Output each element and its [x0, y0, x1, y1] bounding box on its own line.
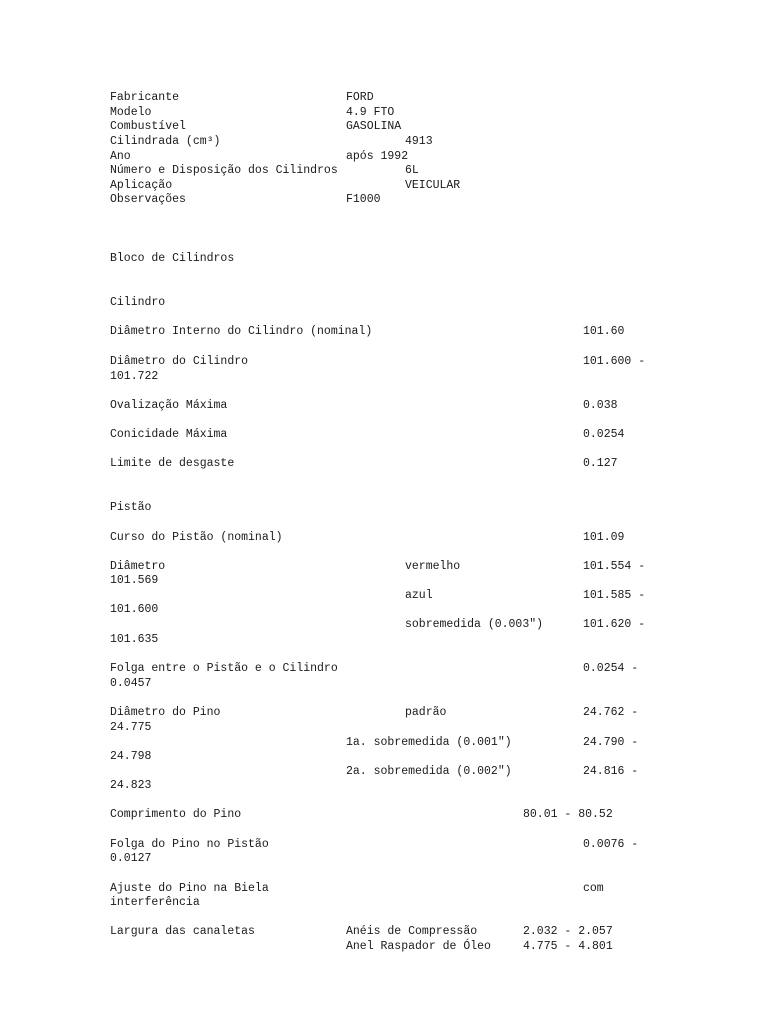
compressao-label: Anéis de Compressão — [346, 925, 478, 938]
comp-pino-label: Comprimento do Pino — [110, 808, 242, 821]
observacoes-label: Observações — [110, 193, 186, 206]
curso-value: 101.09 — [583, 531, 625, 544]
cilindrada-value: 4913 — [405, 135, 433, 148]
diam-interno-value: 101.60 — [583, 325, 625, 338]
sobre1-label: 1a. sobremedida (0.001") — [346, 736, 512, 749]
sobremedida-cont: 101.635 — [110, 633, 159, 646]
sobre2-value: 24.816 - — [583, 765, 639, 778]
ajuste-label: Ajuste do Pino na Biela — [110, 882, 269, 895]
fabricante-value: FORD — [346, 91, 374, 104]
diam-cil-value: 101.600 - — [583, 355, 646, 368]
cilindros-value: 6L — [405, 164, 419, 177]
ovalizacao-value: 0.038 — [583, 399, 618, 412]
conicidade-label: Conicidade Máxima — [110, 428, 228, 441]
vermelho-cont: 101.569 — [110, 574, 159, 587]
cilindro-title: Cilindro — [110, 296, 166, 309]
sobremedida-label: sobremedida (0.003") — [405, 618, 544, 631]
padrao-cont: 24.775 — [110, 721, 152, 734]
azul-cont: 101.600 — [110, 603, 159, 616]
ajuste-value: com — [583, 882, 604, 895]
sobremedida-value: 101.620 - — [583, 618, 646, 631]
padrao-value: 24.762 - — [583, 706, 639, 719]
sobre1-cont: 24.798 — [110, 750, 152, 763]
pino-label: Diâmetro do Pino — [110, 706, 221, 719]
limite-value: 0.127 — [583, 457, 618, 470]
diametro-label: Diâmetro — [110, 560, 166, 573]
combustivel-label: Combustível — [110, 120, 186, 133]
bloco-title: Bloco de Cilindros — [110, 252, 235, 265]
sobre1-value: 24.790 - — [583, 736, 639, 749]
pistao-title: Pistão — [110, 501, 152, 514]
vermelho-label: vermelho — [405, 560, 461, 573]
diam-interno-label: Diâmetro Interno do Cilindro (nominal) — [110, 325, 373, 338]
padrao-label: padrão — [405, 706, 447, 719]
curso-label: Curso do Pistão (nominal) — [110, 531, 283, 544]
ano-label: Ano — [110, 150, 131, 163]
aplicacao-value: VEICULAR — [405, 179, 461, 192]
sobre2-label: 2a. sobremedida (0.002") — [346, 765, 512, 778]
raspador-label: Anel Raspador de Óleo — [346, 940, 491, 953]
observacoes-value: F1000 — [346, 193, 381, 206]
sobre2-cont: 24.823 — [110, 779, 152, 792]
azul-label: azul — [405, 589, 433, 602]
fabricante-label: Fabricante — [110, 91, 180, 104]
modelo-value: 4.9 FTO — [346, 106, 395, 119]
modelo-label: Modelo — [110, 106, 152, 119]
folga-label: Folga entre o Pistão e o Cilindro — [110, 662, 338, 675]
conicidade-value: 0.0254 — [583, 428, 625, 441]
ovalizacao-label: Ovalização Máxima — [110, 399, 228, 412]
folga-pino-value: 0.0076 - — [583, 838, 639, 851]
raspador-value: 4.775 - 4.801 — [523, 940, 613, 953]
azul-value: 101.585 - — [583, 589, 646, 602]
aplicacao-label: Aplicação — [110, 179, 173, 192]
cilindrada-label: Cilindrada (cm³) — [110, 135, 221, 148]
combustivel-value: GASOLINA — [346, 120, 402, 133]
folga-cont: 0.0457 — [110, 677, 152, 690]
comp-pino-value: 80.01 - 80.52 — [523, 808, 613, 821]
compressao-value: 2.032 - 2.057 — [523, 925, 613, 938]
vermelho-value: 101.554 - — [583, 560, 646, 573]
limite-label: Limite de desgaste — [110, 457, 235, 470]
folga-pino-cont: 0.0127 — [110, 852, 152, 865]
diam-cil-label: Diâmetro do Cilindro — [110, 355, 249, 368]
diam-cil-value-cont: 101.722 — [110, 370, 159, 383]
folga-pino-label: Folga do Pino no Pistão — [110, 838, 269, 851]
ano-value: após 1992 — [346, 150, 409, 163]
folga-value: 0.0254 - — [583, 662, 639, 675]
canaletas-label: Largura das canaletas — [110, 925, 255, 938]
cilindros-label: Número e Disposição dos Cilindros — [110, 164, 338, 177]
ajuste-cont: interferência — [110, 896, 200, 909]
